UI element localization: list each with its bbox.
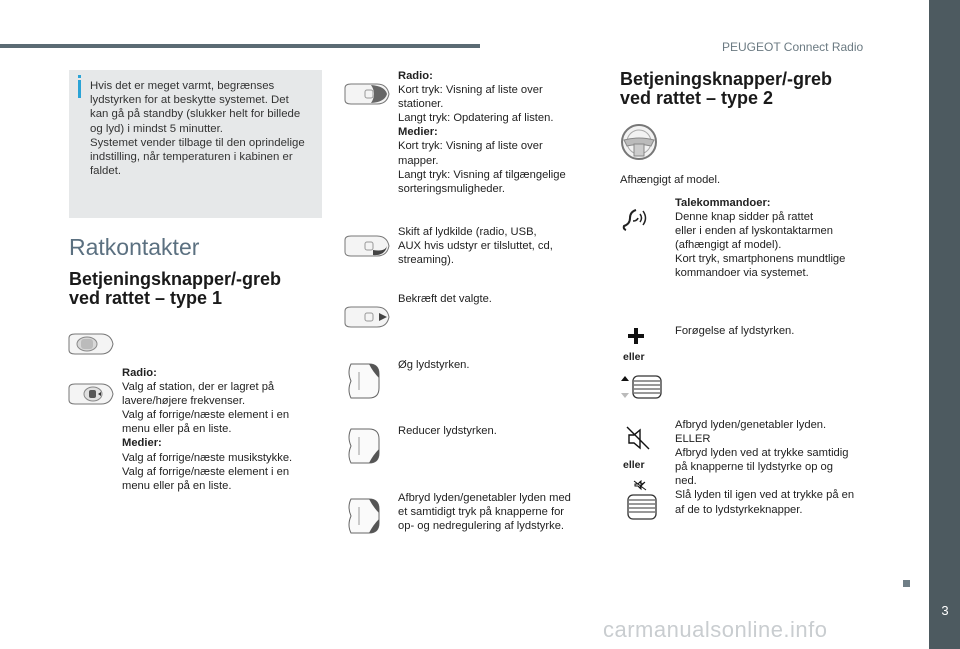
stalk-source-icon	[343, 232, 391, 260]
steering-wheel-icon	[619, 122, 659, 162]
type1-heading-line: Betjeningsknapper/-greb	[69, 269, 282, 289]
info-line: lydstyrken for at beskytte systemet. Det	[90, 94, 289, 107]
type2-heading-line: ved rattet – type 2	[620, 88, 774, 108]
stalk-seek-icon	[67, 380, 115, 408]
label-media: Medier:	[398, 126, 438, 139]
text-line: Valg af forrige/næste element i en	[122, 409, 290, 422]
stalk-end-button-icon	[343, 80, 391, 108]
text-line: Valg af forrige/næste musikstykke.	[122, 451, 293, 464]
text-line: Langt tryk: Visning af tilgængelige	[398, 168, 566, 181]
text-line: ned.	[675, 475, 697, 488]
info-line: Hvis det er meget varmt, begrænses	[90, 80, 275, 92]
voice-command-icon	[620, 206, 650, 234]
stalk-confirm-icon	[343, 303, 391, 331]
text-line: eller i enden af lyskontaktarmen	[675, 225, 833, 238]
middle-item4-text: Øg lydstyrken.	[398, 359, 470, 371]
middle-item2-text	[398, 225, 588, 267]
text-line: streaming).	[398, 254, 454, 267]
voice-command-text	[675, 196, 875, 281]
label-radio: Radio:	[398, 70, 433, 82]
text-line: et samtidigt tryk på knapperne for	[398, 506, 565, 519]
text-line: kommandoer via systemet.	[675, 267, 809, 280]
section-title: Ratkontakter	[69, 234, 200, 260]
info-text	[90, 79, 320, 178]
text-line: Afbryd lyden/genetabler lyden.	[675, 419, 827, 431]
mute-icon	[625, 425, 653, 453]
text-line: AUX hvis udstyr er tilsluttet, cd,	[398, 240, 553, 253]
or-label: eller	[623, 351, 645, 363]
type2-heading	[620, 70, 880, 108]
info-icon	[78, 80, 81, 98]
watermark: carmanualsonline.info	[603, 617, 828, 642]
text-line: Langt tryk: Opdatering af listen.	[398, 112, 554, 125]
plus-icon	[626, 326, 646, 346]
text-line: menu eller på en liste.	[122, 423, 232, 436]
info-line: kan gå på standby (slukker helt for billede	[90, 108, 301, 121]
info-box	[69, 70, 322, 218]
volume-up-text: Forøgelse af lydstyrken.	[675, 325, 795, 337]
text-line: sorteringsmuligheder.	[398, 182, 505, 195]
text-line: Denne knap sidder på rattet	[675, 211, 814, 224]
info-line: og lyd) i mindst 5 minutter.	[90, 122, 223, 135]
mute-text	[675, 418, 885, 517]
middle-item3-text: Bekræft det valgte.	[398, 293, 492, 305]
text-line: op- og nedregulering af lydstyrke.	[398, 520, 565, 533]
label-radio: Radio:	[122, 367, 157, 379]
type2-heading-line: Betjeningsknapper/-greb	[620, 69, 833, 89]
section-end-marker	[903, 580, 910, 587]
text-line: ELLER	[675, 433, 711, 446]
volume-roller-icon	[620, 374, 664, 400]
model-note: Afhængigt af model.	[620, 174, 721, 186]
middle-item6-text	[398, 491, 593, 533]
text-line: af de to lydstyrkeknapper.	[675, 503, 803, 516]
or-label: eller	[623, 459, 645, 471]
type1-heading-line: ved rattet – type 1	[69, 288, 223, 308]
text-line: Kort tryk: Visning af liste over	[398, 140, 543, 153]
middle-item5-text: Reducer lydstyrken.	[398, 425, 497, 437]
page-side-bar	[929, 0, 960, 649]
middle-item1-text	[398, 69, 588, 196]
text-line: Kort tryk: Visning af liste over	[398, 84, 543, 97]
info-line: indstilling, når temperaturen i kabinen er	[90, 151, 293, 164]
label-voice: Talekommandoer:	[675, 197, 771, 209]
type1-heading	[69, 270, 329, 308]
stalk-volume-down-icon	[345, 425, 383, 467]
info-line: faldet.	[90, 165, 122, 178]
header-rule	[0, 44, 480, 48]
text-line: Afbryd lyden ved at trykke samtidig	[675, 447, 849, 460]
type1-radio-text	[122, 366, 322, 493]
text-line: menu eller på en liste.	[122, 479, 232, 492]
text-line: Kort tryk, smartphonens mundtlige	[675, 253, 846, 266]
text-line: lavere/højere frekvenser.	[122, 395, 246, 408]
text-line: mapper.	[398, 154, 439, 167]
stalk-control-icon	[67, 330, 115, 358]
text-line: stationer.	[398, 98, 444, 111]
text-line: Skift af lydkilde (radio, USB,	[398, 226, 537, 238]
stalk-volume-up-icon	[345, 360, 383, 402]
header-title: PEUGEOT Connect Radio	[722, 40, 864, 54]
text-line: (afhængigt af model).	[675, 239, 782, 252]
stalk-mute-icon	[345, 495, 383, 537]
text-line: på knapperne til lydstyrke op og	[675, 461, 833, 474]
page-number: 3	[941, 603, 949, 618]
text-line: Afbryd lyden/genetabler lyden med	[398, 492, 571, 504]
text-line: Valg af forrige/næste element i en	[122, 465, 290, 478]
text-line: Valg af station, der er lagret på	[122, 381, 275, 394]
text-line: Slå lyden til igen ved at trykke på en	[675, 489, 855, 502]
label-media: Medier:	[122, 437, 162, 450]
mute-roller-icon	[625, 480, 659, 522]
info-line: Systemet vender tilbage til den oprindelige	[90, 136, 305, 149]
